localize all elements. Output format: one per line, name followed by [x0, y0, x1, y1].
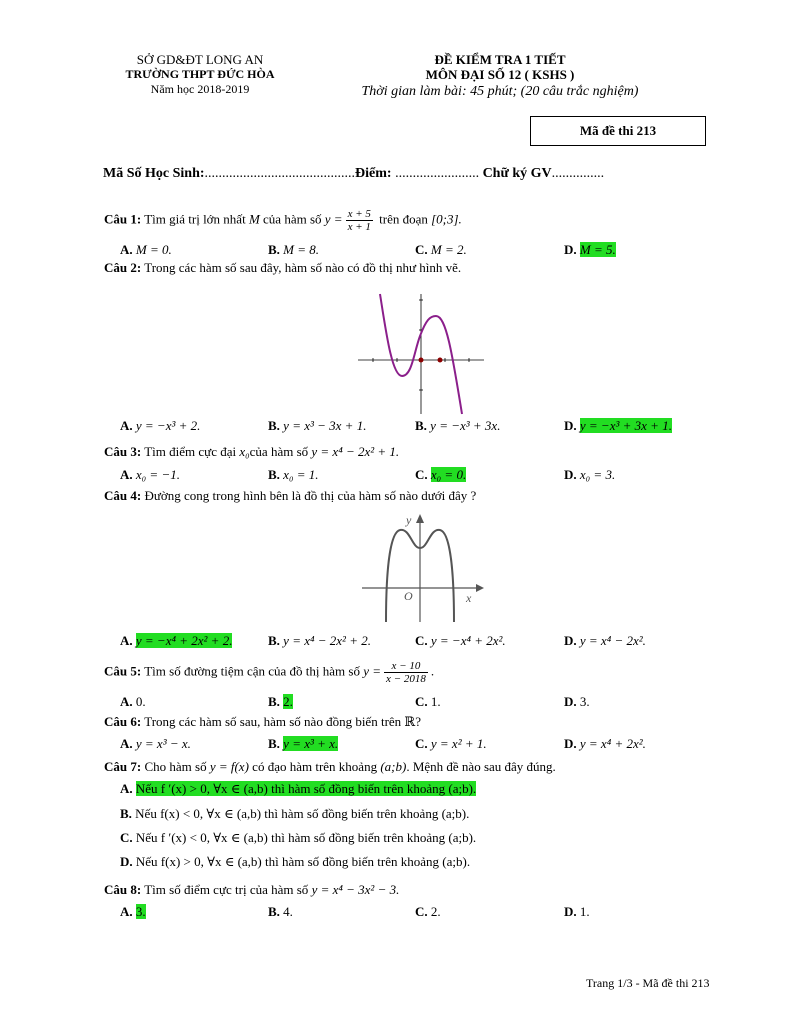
option-b[interactable]: [268, 633, 371, 649]
option-text: M = 2.: [430, 242, 467, 257]
option-letter: A.: [120, 781, 133, 796]
option-text: y = x³ − 3x + 1.: [283, 418, 367, 433]
option-text: y = −x³ + 3x.: [430, 418, 501, 433]
option-text: Nếu f(x) < 0, ∀x ∈ (a,b) thì hàm số đồng biến trên khoảng (a;b).: [135, 806, 470, 821]
question-text: Trong các hàm số sau đây, hàm số nào có đồ thị như hình vẽ.: [144, 260, 462, 275]
option-c[interactable]: [415, 736, 487, 752]
option-letter: A.: [120, 736, 133, 751]
option-text: x₀ = 1.: [283, 467, 319, 482]
question-text: Tìm điểm cực đại: [144, 444, 237, 459]
score-field[interactable]: ........................: [391, 166, 480, 181]
option-c[interactable]: [120, 830, 476, 846]
exam-subject: MÔN ĐẠI SỐ 12 ( KSHS ): [425, 67, 575, 82]
option-text: x₀ = −1.: [135, 467, 180, 482]
score-label: Điểm:: [355, 166, 392, 181]
option-letter: C.: [415, 242, 428, 257]
option-a[interactable]: [120, 418, 200, 434]
option-c[interactable]: [415, 904, 441, 920]
option-letter: D.: [564, 467, 577, 482]
question-text: của hàm số: [263, 211, 322, 227]
school-name: TRƯỜNG THPT ĐỨC HÒA: [125, 67, 275, 81]
option-text: 1.: [579, 904, 590, 919]
option-text-highlighted: y = −x⁴ + 2x² + 2.: [135, 633, 233, 648]
curve-point: [419, 358, 424, 363]
option-text-highlighted: y = −x³ + 3x + 1.: [579, 418, 672, 433]
q2-cubic-graph: [356, 292, 486, 416]
option-letter: B.: [415, 418, 427, 433]
option-letter: A.: [120, 467, 133, 482]
x-axis-arrow: [476, 584, 484, 592]
math-expr: y = f(x): [209, 759, 249, 774]
question-5: [104, 660, 434, 685]
student-info-line: [103, 166, 604, 182]
option-letter: D.: [120, 854, 133, 869]
option-letter: A.: [120, 242, 133, 257]
question-label: Câu 7:: [104, 759, 142, 774]
option-letter: A.: [120, 694, 133, 709]
option-letter: C.: [415, 736, 428, 751]
question-text: Tìm số điểm cực trị của hàm số: [144, 882, 309, 897]
math-expr: y =: [363, 663, 382, 679]
option-d[interactable]: [120, 854, 470, 870]
option-text-highlighted: 2.: [283, 694, 293, 709]
x-axis-label: x: [466, 591, 472, 605]
option-text: Nếu f(x) > 0, ∀x ∈ (a,b) thì hàm số đồng biến trên khoảng (a;b).: [135, 854, 471, 869]
option-a[interactable]: [120, 242, 172, 258]
option-letter: C.: [415, 633, 428, 648]
option-text-highlighted: 3.: [135, 904, 146, 919]
question-2: [104, 260, 461, 276]
option-a[interactable]: [120, 467, 180, 483]
option-letter: D.: [564, 633, 577, 648]
option-a[interactable]: [120, 904, 146, 920]
math-interval: [0;3].: [431, 211, 462, 227]
q4-quartic-graph: [360, 510, 486, 624]
option-text: 0.: [135, 694, 146, 709]
option-d[interactable]: [564, 467, 615, 483]
option-letter: A.: [120, 904, 133, 919]
question-1: [104, 208, 462, 233]
math-var: M: [248, 211, 260, 227]
math-interval: (a;b): [380, 759, 407, 774]
option-b[interactable]: [268, 467, 318, 483]
option-letter: B.: [268, 633, 280, 648]
question-text: Tìm số đường tiệm cận của đồ thị hàm số: [144, 663, 360, 679]
question-7: [104, 759, 556, 775]
option-c[interactable]: [415, 694, 441, 710]
option-text: Nếu f ′(x) < 0, ∀x ∈ (a,b) thì hàm số đồng biến trên khoảng (a;b).: [135, 830, 477, 845]
option-letter: D.: [564, 694, 577, 709]
exam-duration: Thời gian làm bài: 45 phút; (20 câu trắc nghiệm): [361, 84, 639, 99]
option-text: y = x⁴ + 2x².: [579, 736, 646, 751]
option-b[interactable]: [268, 736, 338, 752]
page-footer: Trang 1/3 - Mã đề thi 213: [586, 976, 710, 990]
signature-field[interactable]: ...............: [551, 166, 605, 181]
option-text: 2.: [430, 904, 441, 919]
question-text: .: [430, 663, 435, 679]
option-c[interactable]: [415, 418, 500, 434]
option-letter: B.: [268, 736, 280, 751]
option-letter: C.: [120, 830, 133, 845]
option-d[interactable]: [564, 418, 672, 434]
option-letter: D.: [564, 418, 577, 433]
option-a[interactable]: [120, 633, 232, 649]
option-letter: B.: [268, 694, 280, 709]
option-c[interactable]: [415, 242, 467, 258]
option-text: y = −x⁴ + 2x².: [430, 633, 506, 648]
student-id-field[interactable]: ...........................................: [204, 166, 356, 181]
option-text-highlighted: Nếu f ′(x) > 0, ∀x ∈ (a,b) thì hàm số đồng biến trên khoảng (a;b).: [135, 781, 477, 796]
question-label: Câu 3:: [104, 444, 142, 459]
question-label: Câu 4:: [104, 488, 142, 503]
option-d[interactable]: [564, 904, 590, 920]
fraction: [346, 208, 373, 233]
option-letter: A.: [120, 633, 133, 648]
option-letter: D.: [564, 736, 577, 751]
option-d[interactable]: [564, 242, 616, 258]
department-name: SỞ GD&ĐT LONG AN: [136, 52, 264, 67]
question-label: Câu 6:: [104, 714, 142, 729]
option-text: M = 8.: [283, 242, 320, 257]
option-a[interactable]: [120, 781, 476, 797]
option-letter: B.: [120, 806, 132, 821]
math-expr: y = x⁴ − 3x² − 3.: [311, 882, 400, 897]
exam-title: ĐỀ KIỂM TRA 1 TIẾT: [434, 52, 566, 67]
fraction: [384, 660, 428, 685]
option-a[interactable]: [120, 736, 191, 752]
option-d[interactable]: [564, 694, 590, 710]
option-letter: B.: [268, 242, 280, 257]
y-axis-label: y: [406, 513, 412, 527]
exam-code-box: [530, 116, 706, 146]
fraction-denominator: x + 1: [347, 221, 371, 233]
option-b[interactable]: [268, 418, 366, 434]
option-letter: D.: [564, 242, 577, 257]
option-letter: D.: [564, 904, 577, 919]
question-text: Trong các hàm số sau, hàm số nào đồng biến trên ℝ?: [144, 714, 421, 729]
fraction-numerator: x − 10: [384, 660, 428, 673]
signature-label: Chữ ký GV: [482, 166, 552, 181]
fraction-denominator: x − 2018: [386, 673, 426, 685]
option-letter: C.: [415, 467, 428, 482]
option-b[interactable]: [268, 242, 319, 258]
question-6: [104, 714, 421, 730]
option-letter: C.: [415, 694, 428, 709]
option-text: y = x⁴ − 2x².: [579, 633, 646, 648]
option-text: y = x³ − x.: [135, 736, 191, 751]
option-b[interactable]: [120, 806, 469, 822]
option-letter: B.: [268, 418, 280, 433]
question-3: [104, 444, 399, 460]
student-id-label: Mã Số Học Sinh:: [103, 166, 205, 181]
question-text: có đạo hàm trên khoảng: [252, 759, 378, 774]
option-c[interactable]: [415, 467, 466, 483]
option-text: x₀ = 3.: [579, 467, 616, 482]
question-label: Câu 2:: [104, 260, 142, 275]
question-label: Câu 1:: [104, 211, 142, 227]
math-expr: y =: [324, 211, 343, 227]
option-d[interactable]: [564, 633, 646, 649]
question-label: Câu 5:: [104, 663, 142, 679]
question-text: trên đoạn: [379, 211, 428, 227]
option-letter: C.: [415, 904, 428, 919]
option-a[interactable]: [120, 694, 146, 710]
option-text: y = −x³ + 2.: [135, 418, 201, 433]
option-text: 1.: [430, 694, 441, 709]
option-text: 4.: [283, 904, 293, 919]
math-var: x₀: [239, 444, 250, 459]
option-letter: B.: [268, 467, 280, 482]
option-b[interactable]: [268, 904, 293, 920]
option-text-highlighted: M = 5.: [579, 242, 616, 257]
school-year: Năm học 2018-2019: [150, 82, 250, 96]
question-8: [104, 882, 399, 898]
option-text: y = x⁴ − 2x² + 2.: [283, 633, 371, 648]
option-text-highlighted: x₀ = 0.: [430, 467, 467, 482]
option-letter: B.: [268, 904, 280, 919]
question-text: Cho hàm số: [144, 759, 207, 774]
curve-point: [438, 358, 443, 363]
question-label: Câu 8:: [104, 882, 142, 897]
option-b[interactable]: [268, 694, 293, 710]
option-text-highlighted: y = x³ + x.: [283, 736, 339, 751]
origin-label: O: [404, 589, 413, 603]
question-text: Tìm giá trị lớn nhất: [144, 211, 246, 227]
question-text: . Mệnh đề nào sau đây đúng.: [406, 759, 556, 774]
option-d[interactable]: [564, 736, 646, 752]
question-4: [104, 488, 476, 504]
option-text: M = 0.: [135, 242, 172, 257]
fraction-numerator: x + 5: [347, 208, 371, 220]
option-c[interactable]: [415, 633, 506, 649]
y-axis-arrow: [416, 514, 424, 523]
option-text: y = x² + 1.: [430, 736, 487, 751]
question-text: Đường cong trong hình bên là đồ thị của hàm số nào dưới đây ?: [144, 488, 477, 503]
math-expr: y = x⁴ − 2x² + 1.: [311, 444, 400, 459]
exam-code: Mã đề thi 213: [579, 123, 657, 138]
question-text: của hàm số: [249, 444, 309, 459]
option-letter: A.: [120, 418, 133, 433]
option-text: 3.: [579, 694, 590, 709]
